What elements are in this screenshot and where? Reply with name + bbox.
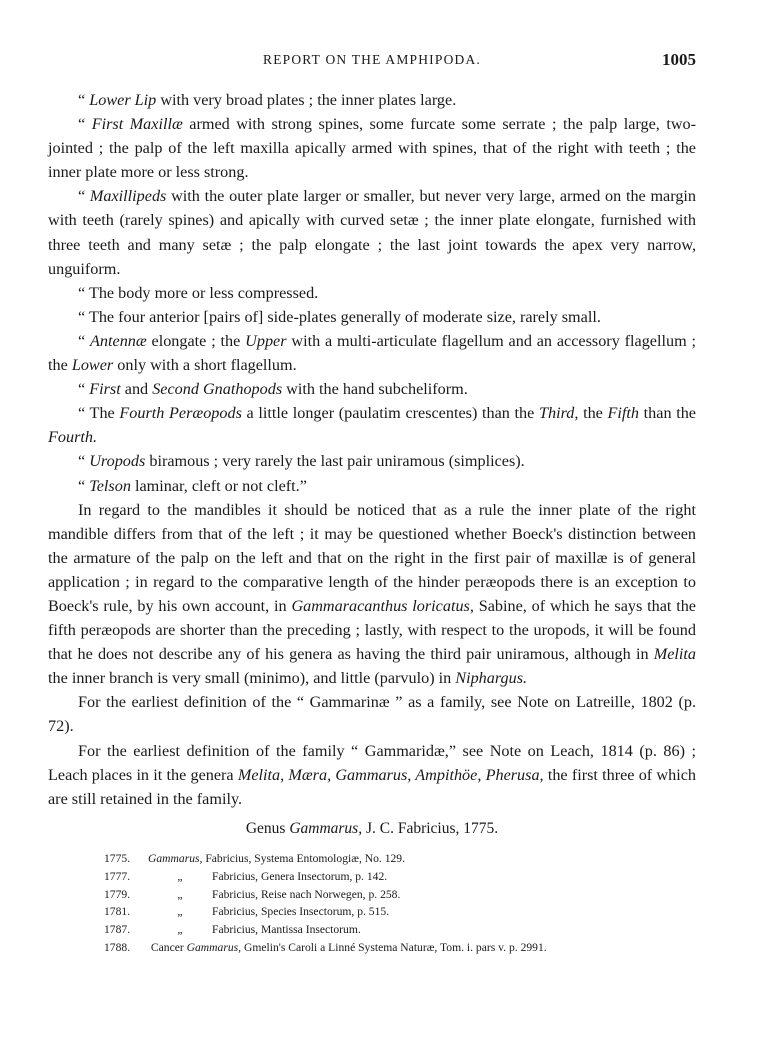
italic-run: First Maxillæ <box>91 115 183 134</box>
synonymy-year: 1779. <box>104 887 131 901</box>
synonymy-reference: Fabricius, Genera Insectorum, p. 142. <box>212 869 388 883</box>
synonymy-row <box>104 939 704 957</box>
text-run: with very broad plates ; the inner plates large. <box>156 91 457 109</box>
italic-run: First <box>89 380 121 399</box>
synonymy-prefix: Cancer <box>148 940 187 954</box>
synonymy-year: 1775. <box>104 852 131 865</box>
italic-run: Gammaracanthus loricatus, <box>291 596 474 615</box>
paragraph <box>48 739 696 811</box>
italic-run: Lower <box>71 356 114 375</box>
text-run: the <box>578 404 608 423</box>
genus-heading-suffix: J. C. Fabricius, 1775. <box>362 820 499 837</box>
synonymy-row <box>104 886 704 904</box>
synonymy-reference: Fabricius, Species Insectorum, p. 515. <box>212 905 390 919</box>
text-run: Sabine, of which he says that the fifth peræopods are shorter than the preceding ; lastly, with respect to the uropods, it will be found that he does not describe any of his genera as having the third pair uniramous, although in <box>48 596 696 664</box>
synonymy-reference: Fabricius, Reise nach Norwegen, p. 258. <box>212 887 401 901</box>
text-run: “ The four anterior [pairs of] side-plates generally of moderate size, rarely small. <box>78 307 601 326</box>
text-run: “ The body more or less compressed. <box>78 283 319 302</box>
synonymy-reference: Fabricius, Mantissa Insectorum. <box>212 923 361 937</box>
paragraph <box>48 377 696 401</box>
text-run: the first three of which are still retained in the family. <box>48 765 696 808</box>
running-title: REPORT ON THE AMPHIPODA. <box>262 52 482 67</box>
italic-run: Melita, Mæra, Gammarus, Ampithöe, Pherusa, <box>237 765 544 784</box>
italic-run: Third, <box>538 404 579 423</box>
synonymy-row <box>104 921 704 939</box>
paragraph <box>48 474 696 498</box>
italic-run: Telson <box>89 476 131 495</box>
italic-run: Lower Lip <box>89 91 157 109</box>
italic-run: Fourth Peræopods <box>119 404 242 423</box>
ditto-mark: „ <box>177 887 183 901</box>
italic-run: Upper <box>245 331 287 350</box>
paragraph <box>48 281 696 305</box>
text-run: only with a short flagellum. <box>113 356 297 375</box>
text-run: “ <box>78 331 91 350</box>
paragraph <box>48 88 696 112</box>
paragraph <box>48 690 696 738</box>
page-header <box>48 50 696 74</box>
text-run: For the earliest definition of the “ Gammarinæ ” as a family, see Note on Latreille, 1802 (p. 72). <box>48 693 696 736</box>
paragraph <box>48 498 696 691</box>
body-text <box>48 88 696 811</box>
synonymy-row <box>104 850 704 868</box>
paragraph <box>48 305 696 329</box>
text-run: biramous ; very rarely the last pair uniramous (simplices). <box>145 452 525 471</box>
text-run: laminar, cleft or not cleft.” <box>130 476 307 495</box>
ditto-mark: „ <box>177 923 183 937</box>
text-run: elongate ; the <box>146 331 246 350</box>
synonymy-row <box>104 868 704 886</box>
text-run: than the <box>639 404 696 423</box>
genus-heading-name: Gammarus, <box>289 820 363 837</box>
text-run: armed with strong spines, some furcate some serrate ; the palp large, two-jointed ; the palp of the left maxilla apically armed with spines, that of the right with teeth ; the inner plate more or less strong. <box>48 115 696 182</box>
text-run: “ <box>78 91 90 109</box>
italic-run: Antennæ <box>90 331 147 350</box>
text-run: with the outer plate larger or smaller, but never very large, armed on the margin with teeth (rarely spines) and apically with curved setæ ; the inner plate elongate, furnished with three teeth and many setæ ; the palp elongate ; the last joint towards the apex very narrow, unguiform. <box>48 187 697 278</box>
synonymy-year: 1787. <box>104 923 131 937</box>
paragraph <box>48 401 696 449</box>
text-run: “ <box>78 115 92 134</box>
text-run: “ <box>78 380 90 399</box>
genus-heading-prefix: Genus <box>245 820 290 837</box>
ditto-mark: „ <box>177 905 183 919</box>
synonymy-list <box>104 850 704 957</box>
italic-run: Second Gnathopods <box>152 380 283 399</box>
synonymy-year: 1781. <box>104 905 131 919</box>
synonymy-reference: Fabricius, Systema Entomologiæ, No. 129. <box>202 852 405 865</box>
text-run: “ <box>78 452 90 471</box>
paragraph <box>48 449 696 473</box>
text-run: with a multi-articulate flagellum and an accessory flagellum ; the <box>48 331 697 375</box>
text-run: the inner branch is very small (minimo), and little (parvulo) in <box>48 669 456 688</box>
italic-run: Uropods <box>89 452 146 471</box>
paragraph <box>48 112 696 184</box>
italic-run: Fifth <box>607 404 640 423</box>
synonymy-reference: Gmelin's Caroli a Linné Systema Naturæ, Tom. i. pars v. p. 2991. <box>241 940 547 954</box>
text-run: “ <box>78 187 90 206</box>
ditto-mark: „ <box>177 869 183 883</box>
page-number: 1005 <box>662 50 696 69</box>
italic-run: Niphargus. <box>455 669 528 688</box>
text-run: and <box>120 380 153 399</box>
text-run: with the hand subcheliform. <box>282 380 468 399</box>
text-run: In regard to the mandibles it should be noticed that as a rule the inner plate of the right mandible differs from that of the left ; it may be questioned whether Boeck's distinction between the armature of the palp on the left and that on the right in the first pair of maxillæ is of general application ; in regard to the comparative length of the hinder peræopods there is an exception to Boeck's rule, by his own account, in <box>48 500 696 615</box>
synonymy-genus-name: Gammarus, <box>186 940 242 954</box>
paragraph <box>48 329 696 377</box>
text-run: “ <box>78 476 90 495</box>
synonymy-year: 1788. <box>104 940 131 954</box>
italic-run: Maxillipeds <box>89 187 167 206</box>
text-run: a little longer (paulatim crescentes) than the <box>241 404 539 423</box>
italic-run: Fourth. <box>48 428 98 447</box>
text-run: For the earliest definition of the family “ Gammaridæ,” see Note on Leach, 1814 (p. 86) ; Leach places in it the genera <box>48 741 696 784</box>
synonymy-year: 1777. <box>104 869 131 883</box>
text-run: “ The <box>78 404 120 423</box>
synonymy-row <box>104 903 704 921</box>
genus-heading <box>48 820 696 838</box>
italic-run: Melita <box>653 645 696 664</box>
synonymy-genus-name: Gammarus, <box>148 852 203 865</box>
paragraph <box>48 184 696 280</box>
